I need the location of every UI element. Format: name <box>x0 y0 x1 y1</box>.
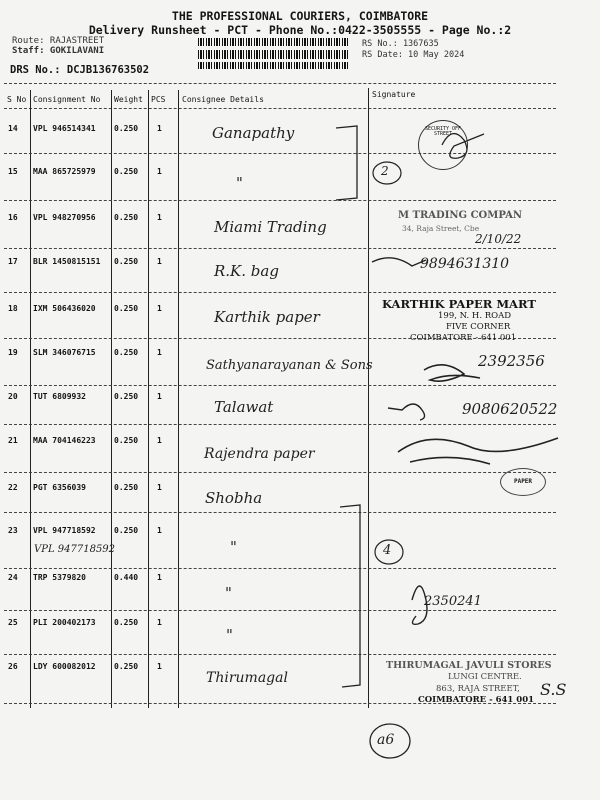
row26-consignment: LDY 600082012 <box>33 662 96 671</box>
row21-consignee: Rajendra paper <box>204 446 315 462</box>
row21-weight: 0.250 <box>114 436 139 445</box>
row23-sno: 23 <box>8 526 18 535</box>
col-consignee: Consignee Details <box>182 95 264 104</box>
row22-sno: 22 <box>8 483 18 492</box>
row20-pcs: 1 <box>157 392 162 401</box>
row16-consignment: VPL 948270956 <box>33 213 96 222</box>
sig-row20-scribble <box>388 404 425 420</box>
sig-row19: 2392356 <box>478 352 545 370</box>
rs-date: RS Date: 10 May 2024 <box>362 50 465 60</box>
row21-pcs: 1 <box>157 436 162 445</box>
row19-weight: 0.250 <box>114 348 139 357</box>
stamp-row14-text: SECURITY OFF STREET <box>424 126 462 137</box>
bracket-rows-14-15 <box>336 126 357 200</box>
row18-pcs: 1 <box>157 304 162 313</box>
row23-consignment: VPL 947718592 <box>33 526 96 535</box>
row24-consignment: TRP 5379820 <box>33 573 86 582</box>
stamp-row26-name: THIRUMAGAL JAVULI STORES <box>386 660 552 671</box>
row16-consignee: Miami Trading <box>214 218 327 236</box>
row26-pcs: 1 <box>157 662 162 671</box>
sig-row25: 2350241 <box>424 594 482 609</box>
row26-weight: 0.250 <box>114 662 139 671</box>
row18-consignee: Karthik paper <box>214 308 320 326</box>
row23-handwritten-correction: VPL 947718592 <box>34 544 116 555</box>
row20-consignee: Talawat <box>214 398 274 416</box>
sig-row21-scribble <box>398 438 558 464</box>
row26-sno: 26 <box>8 662 18 671</box>
row17-consignment: BLR 1450815151 <box>33 257 101 266</box>
row18-weight: 0.250 <box>114 304 139 313</box>
row15-consignee: " <box>236 174 243 192</box>
sig-row17: 9894631310 <box>420 256 510 272</box>
row18-consignment: IXM 506436020 <box>33 304 96 313</box>
row19-sno: 19 <box>8 348 18 357</box>
page-circle-label: a6 <box>377 732 395 748</box>
drs-number: DRS No.: DCJB136763502 <box>10 64 150 76</box>
sig-row16: 2/10/22 <box>475 232 522 246</box>
staff-label: Staff: GOKILAVANI <box>12 46 105 56</box>
row23-pcs: 1 <box>157 526 162 535</box>
col-consignment: Consignment No <box>33 95 101 104</box>
bracket-rows-22-26 <box>340 505 360 687</box>
row14-consignment: VPL 946514341 <box>33 124 96 133</box>
stamp-row18-addr2: FIVE CORNER <box>446 322 511 332</box>
row25-sno: 25 <box>8 618 18 627</box>
row25-consignment: PLI 200402173 <box>33 618 96 627</box>
row14-consignee: Ganapathy <box>212 124 295 142</box>
row17-sno: 17 <box>8 257 18 266</box>
stamp-row14-seal <box>418 120 468 170</box>
row22-consignee: Shobha <box>205 489 263 507</box>
row15-sno: 15 <box>8 167 18 176</box>
sig-row20: 9080620522 <box>462 400 558 418</box>
row15-pcs: 1 <box>157 167 162 176</box>
row21-consignment: MAA 704146223 <box>33 436 96 445</box>
sig-row26: S.S <box>540 680 567 699</box>
row14-sno: 14 <box>8 124 18 133</box>
row25-consignee: " <box>226 626 233 644</box>
stamp-row18-addr1: 199, N. H. ROAD <box>438 311 512 321</box>
row26-consignee: Thirumagal <box>206 670 288 686</box>
row24-sno: 24 <box>8 573 18 582</box>
row15-consignment: MAA 865725979 <box>33 167 96 176</box>
row18-sno: 18 <box>8 304 18 313</box>
row22-consignment: PGT 6356039 <box>33 483 86 492</box>
stamp-row21-seal <box>500 468 546 496</box>
row20-weight: 0.250 <box>114 392 139 401</box>
sig-row17-strike <box>372 258 426 266</box>
row23-weight: 0.250 <box>114 526 139 535</box>
row19-consignment: SLM 346076715 <box>33 348 96 357</box>
row19-pcs: 1 <box>157 348 162 357</box>
runsheet-subtitle: Delivery Runsheet - PCT - Phone No.:0422-3505555 - Page No.:2 <box>88 23 512 37</box>
route-label: Route: RAJASTREET <box>12 36 105 46</box>
stamp-row16-name: M TRADING COMPAN <box>398 210 523 221</box>
row22-pcs: 1 <box>157 483 162 492</box>
row17-pcs: 1 <box>157 257 162 266</box>
row19-consignee: Sathyanarayanan & Sons <box>206 358 373 373</box>
stamp-row18-addr3: COIMBATORE - 641 001 <box>410 333 517 343</box>
row17-weight: 0.250 <box>114 257 139 266</box>
row20-sno: 20 <box>8 392 18 401</box>
row17-consignee: R.K. bag <box>214 262 279 280</box>
stamp-row18-name: KARTHIK PAPER MART <box>382 297 536 311</box>
circle-a-label: 2 <box>381 164 389 178</box>
stamp-row21-text: PAPER <box>513 478 533 485</box>
row22-weight: 0.250 <box>114 483 139 492</box>
stamp-row16-addr: 34, Raja Street, Cbe <box>402 224 480 233</box>
stamp-row26-addr1: LUNGI CENTRE. <box>448 672 522 682</box>
row14-weight: 0.250 <box>114 124 139 133</box>
col-signature: Signature <box>372 90 416 99</box>
row15-weight: 0.250 <box>114 167 139 176</box>
col-pcs: PCS <box>151 95 166 104</box>
row25-weight: 0.250 <box>114 618 139 627</box>
sig-row19-scribble <box>424 365 480 381</box>
circle-b-label: 4 <box>383 543 392 558</box>
row20-consignment: TUT 6809932 <box>33 392 86 401</box>
row24-pcs: 1 <box>157 573 162 582</box>
row24-consignee: " <box>225 584 232 602</box>
row24-weight: 0.440 <box>114 573 139 582</box>
row21-sno: 21 <box>8 436 18 445</box>
row16-sno: 16 <box>8 213 18 222</box>
col-weight: Weight <box>114 95 143 104</box>
company-title: THE PROFESSIONAL COURIERS, COIMBATORE <box>171 9 429 23</box>
row14-pcs: 1 <box>157 124 162 133</box>
row16-pcs: 1 <box>157 213 162 222</box>
rs-number: RS No.: 1367635 <box>362 39 439 49</box>
row25-pcs: 1 <box>157 618 162 627</box>
stamp-row26-addr2: 863, RAJA STREET, <box>436 684 520 694</box>
stamp-row26-addr3: COIMBATORE - 641 001 <box>418 695 535 705</box>
col-sno: S No <box>7 95 27 104</box>
row16-weight: 0.250 <box>114 213 139 222</box>
row23-consignee: " <box>230 538 237 556</box>
